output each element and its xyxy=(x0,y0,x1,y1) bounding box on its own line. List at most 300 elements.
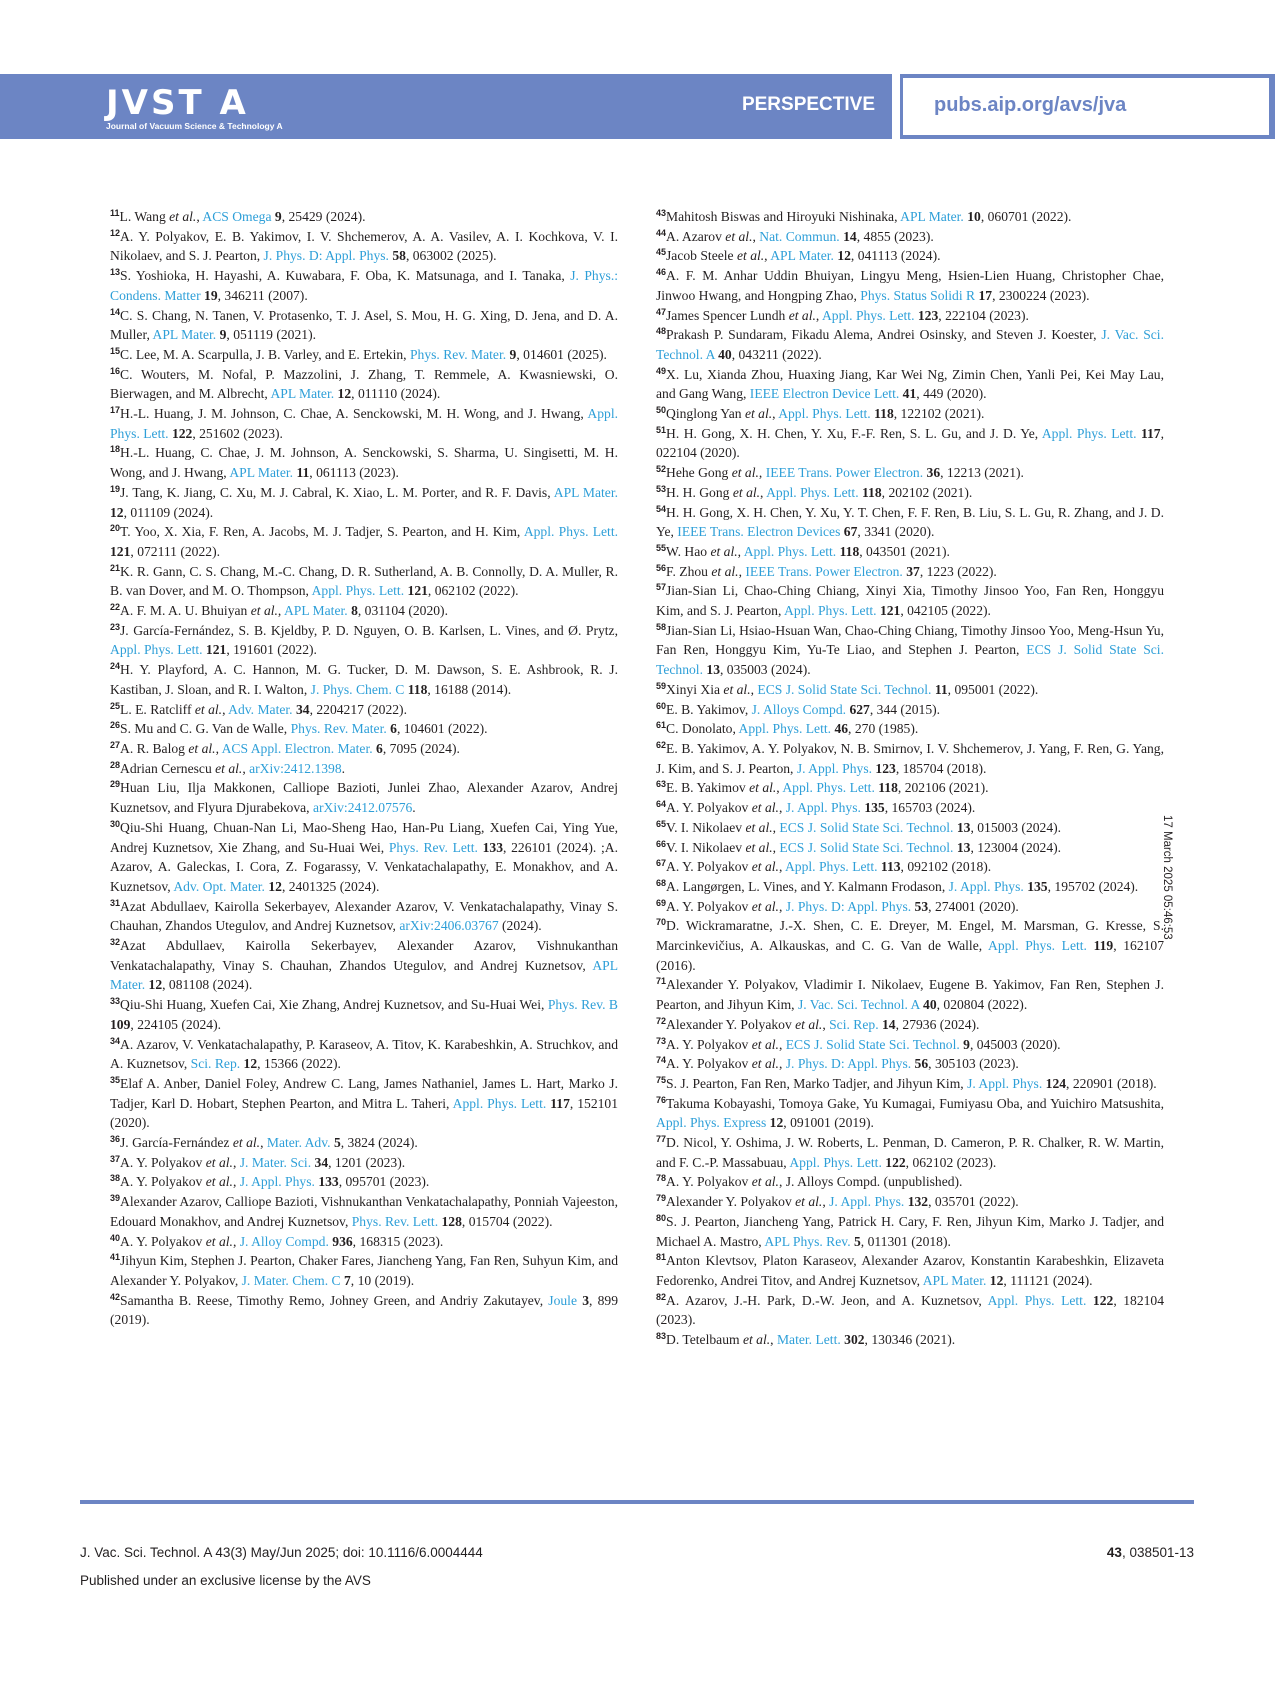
volume-number: 3 xyxy=(582,1292,589,1308)
reference-number: 57 xyxy=(656,582,667,593)
reference-number: 65 xyxy=(656,818,667,829)
reference-text: , xyxy=(277,603,284,619)
et-al: et al. xyxy=(788,307,816,323)
journal-link[interactable]: Phys. Rev. Mater. xyxy=(409,346,507,362)
reference-number: 50 xyxy=(656,405,667,416)
volume-number: 6 xyxy=(376,740,383,756)
reference-text: , 305103 (2023). xyxy=(928,1056,1019,1072)
volume-number: 53 xyxy=(914,898,929,914)
reference-text: A. F. M. A. U. Bhuiyan xyxy=(120,603,251,619)
journal-link[interactable]: Mater. Adv. xyxy=(266,1135,331,1151)
journal-link[interactable]: Phys. Rev. Lett. xyxy=(388,839,478,855)
journal-link[interactable]: J. Mater. Sci. xyxy=(239,1154,312,1170)
journal-link[interactable]: Phys. Status Solidi R xyxy=(860,287,976,303)
volume-number: 121 xyxy=(205,642,227,658)
volume-number: 12 xyxy=(769,1115,784,1131)
volume-number: 123 xyxy=(875,760,896,776)
reference-text: , 224105 (2024). xyxy=(130,1016,222,1032)
reference-text: , 122102 (2021). xyxy=(893,406,985,422)
reference-text: , 015704 (2022). xyxy=(461,1213,553,1229)
journal-link[interactable]: APL Mater. xyxy=(770,248,834,264)
reference-number: 62 xyxy=(656,739,667,750)
journal-link[interactable]: J. Appl. Phys. xyxy=(239,1174,315,1190)
journal-link[interactable]: J. Vac. Sci. Technol. A xyxy=(656,327,1164,362)
reference-text: , xyxy=(750,681,758,697)
journal-link[interactable]: Appl. Phys. Lett. xyxy=(821,307,915,323)
journal-link[interactable]: J. Phys.: Condens. Matter xyxy=(110,268,618,303)
reference-number: 23 xyxy=(110,621,121,632)
journal-link[interactable]: APL Mater. xyxy=(110,957,618,993)
journal-link[interactable]: APL Phys. Rev. xyxy=(764,1233,851,1249)
volume-number: 12 xyxy=(337,386,352,402)
reference-text: , 043211 (2022). xyxy=(731,346,822,362)
reference-number: 74 xyxy=(656,1055,667,1066)
journal-link[interactable]: Appl. Phys. Lett. xyxy=(110,642,203,658)
reference-39 xyxy=(110,1192,618,1231)
reference-text: , 3824 (2024). xyxy=(340,1135,418,1151)
reference-number: 51 xyxy=(656,424,667,435)
journal-link[interactable]: Sci. Rep. xyxy=(829,1016,879,1032)
reference-text: A. Azarov, V. Venkatachalapathy, P. Karaseov, A. Titov, K. Karabeshkin, A. Struchkov, and A. Kuznetsov, xyxy=(110,1036,618,1072)
volume-number: 13 xyxy=(956,839,971,855)
journal-link[interactable]: ACS Appl. Electron. Mater. xyxy=(221,740,373,756)
reference-number: 15 xyxy=(110,345,121,356)
volume-number: 132 xyxy=(907,1194,929,1210)
reference-number: 72 xyxy=(656,1015,667,1026)
section-label: PERSPECTIVE xyxy=(741,94,875,115)
volume-number: 40 xyxy=(923,997,937,1013)
volume-number: 34 xyxy=(295,701,310,717)
reference-number: 13 xyxy=(110,267,121,278)
reference-text: , xyxy=(232,1174,240,1190)
journal-link[interactable]: APL Mater. xyxy=(900,209,964,224)
reference-text: Prakash P. Sundaram, Fikadu Alema, Andrei Osinsky, and Steven J. Koester, xyxy=(666,327,1102,343)
reference-number: 77 xyxy=(656,1134,667,1145)
reference-37 xyxy=(110,1153,618,1173)
journal-link[interactable]: IEEE Trans. Power Electron. xyxy=(765,465,924,481)
journal-link[interactable]: IEEE Electron Device Lett. xyxy=(749,386,900,402)
reference-25 xyxy=(110,700,618,720)
reference-text: S. Yoshioka, H. Hayashi, A. Kuwabara, F. Oba, K. Matsunaga, and I. Tanaka, xyxy=(120,268,571,284)
reference-27 xyxy=(110,739,618,759)
reference-58 xyxy=(656,621,1164,680)
et-al: et al. xyxy=(205,1154,233,1170)
reference-number: 47 xyxy=(656,306,667,317)
reference-text: , 4855 (2023). xyxy=(856,228,934,244)
volume-number: 122 xyxy=(885,1154,906,1170)
reference-number: 82 xyxy=(656,1291,667,1302)
journal-link[interactable]: Phys. Rev. Mater. xyxy=(290,721,387,737)
reference-text: L. Wang xyxy=(119,209,170,224)
reference-11 xyxy=(110,207,618,227)
reference-text: , xyxy=(232,1154,240,1170)
journal-link[interactable]: Appl. Phys. Lett. xyxy=(766,484,859,500)
volume-number: 5 xyxy=(333,1135,341,1151)
reference-number: 70 xyxy=(656,917,667,928)
reference-55 xyxy=(656,542,1164,562)
journal-link[interactable]: arXiv:2412.07576 xyxy=(312,800,413,816)
journal-link[interactable]: Appl. Phys. Lett. xyxy=(782,780,875,796)
reference-text: , 182104 (2023). xyxy=(656,1292,1165,1328)
reference-text: , 072111 (2022). xyxy=(130,543,220,559)
reference-text: . xyxy=(412,800,416,816)
volume-number: 118 xyxy=(407,681,428,697)
journal-link[interactable]: APL Mater. xyxy=(152,327,217,343)
journal-link[interactable]: Appl. Phys. Lett. xyxy=(784,859,878,875)
reference-text: Qiu-Shi Huang, Chuan-Nan Li, Mao-Sheng Hao, Han-Pu Liang, Xuefen Cai, Ying Yue, Andrej Kuznetsov, Xie Zhang, and Su-Huai Wei, xyxy=(110,819,618,855)
reference-text: , 011110 (2024). xyxy=(351,386,441,402)
journal-link[interactable]: Sci. Rep. xyxy=(190,1056,241,1072)
reference-text: , J. Alloys Compd. (unpublished). xyxy=(778,1174,963,1190)
reference-text: L. E. Ratcliff xyxy=(120,701,195,717)
reference-text: , 15366 (2022). xyxy=(257,1056,341,1072)
reference-text: , 104601 (2022). xyxy=(396,721,488,737)
journal-link[interactable]: J. Alloys Compd. xyxy=(751,701,847,717)
reference-text: , 043501 (2021). xyxy=(859,543,950,559)
journal-link[interactable]: APL Mater. xyxy=(229,465,294,481)
et-al: et al. xyxy=(745,839,773,855)
reference-text: D. Wickramaratne, J.-X. Shen, C. E. Dreyer, M. Engel, M. Marsman, G. Kresse, S. Marcinkevičius, A. Alkauskas, and C. G. Van de Walle, xyxy=(656,918,1164,954)
reference-83 xyxy=(656,1330,1164,1350)
reference-text: J. García-Fernández xyxy=(120,1135,233,1151)
reference-number: 31 xyxy=(110,897,121,908)
journal-link[interactable]: Appl. Phys. Lett. xyxy=(778,406,871,422)
reference-number: 61 xyxy=(656,720,667,731)
reference-text: J. Tang, K. Jiang, C. Xu, M. J. Cabral, K. Xiao, L. M. Porter, and R. F. Davis, xyxy=(120,484,554,500)
journal-link[interactable]: Appl. Phys. Lett. xyxy=(988,938,1087,954)
reference-text: , xyxy=(737,543,744,559)
reference-80 xyxy=(656,1212,1164,1251)
volume-number: 627 xyxy=(849,701,870,717)
journal-link[interactable]: J. Appl. Phys. xyxy=(948,878,1024,894)
reference-text: Qinglong Yan xyxy=(666,406,745,422)
reference-22 xyxy=(110,601,618,621)
journal-link[interactable]: IEEE Trans. Power Electron. xyxy=(745,563,903,579)
volume-number: 135 xyxy=(864,800,885,816)
reference-text: Xinyi Xia xyxy=(666,681,724,697)
reference-text: , 7095 (2024). xyxy=(382,740,460,756)
reference-text: Jian-Sian Li, Chao-Ching Chiang, Xinyi Xia, Timothy Jinsoo Yoo, Fan Ren, Honggyu Kim, and S. J. Pearton, xyxy=(656,583,1164,619)
reference-32 xyxy=(110,936,618,995)
reference-number: 33 xyxy=(110,996,121,1007)
journal-link[interactable]: arXiv:2412.1398 xyxy=(249,760,342,776)
journal-link[interactable]: ECS J. Solid State Sci. Technol. xyxy=(779,839,954,855)
journal-link[interactable]: J. Phys. D: Appl. Phys. xyxy=(785,1056,912,1072)
reference-34 xyxy=(110,1035,618,1074)
et-al: et al. xyxy=(744,406,773,422)
journal-link[interactable]: Appl. Phys. Lett. xyxy=(784,603,877,619)
journal-link[interactable]: APL Mater. xyxy=(922,1272,987,1288)
reference-text: A. Langørgen, L. Vines, and Y. Kalmann Frodason, xyxy=(666,878,949,894)
reference-text: , xyxy=(822,1194,830,1210)
reference-text: , 062102 (2022). xyxy=(427,583,519,599)
journal-link[interactable]: ECS J. Solid State Sci. Technol. xyxy=(656,642,1164,678)
reference-text: Jacob Steele xyxy=(666,248,737,264)
volume-number: 34 xyxy=(314,1154,329,1170)
reference-number: 11 xyxy=(110,208,120,218)
journal-link[interactable]: Appl. Phys. Lett. xyxy=(110,406,618,441)
volume-number: 9 xyxy=(274,209,282,224)
journal-link[interactable]: Appl. Phys. Lett. xyxy=(452,1095,547,1111)
journal-link[interactable]: ECS J. Solid State Sci. Technol. xyxy=(779,819,954,835)
reference-text: , xyxy=(772,819,780,835)
reference-number: 38 xyxy=(110,1173,121,1184)
volume-number: 118 xyxy=(878,780,898,796)
reference-text: , xyxy=(772,839,780,855)
journal-link[interactable]: J. Appl. Phys. xyxy=(785,800,861,816)
reference-number: 37 xyxy=(110,1153,121,1164)
reference-19 xyxy=(110,483,618,522)
journal-link[interactable]: Appl. Phys. Express xyxy=(656,1115,767,1131)
journal-logo: JVST A xyxy=(106,83,249,123)
reference-text: , xyxy=(778,898,786,914)
reference-text: , 274001 (2020). xyxy=(928,898,1019,914)
reference-text: , 095701 (2023). xyxy=(338,1174,430,1190)
et-al: et al. xyxy=(736,248,765,264)
reference-42 xyxy=(110,1291,618,1330)
journal-link[interactable]: Appl. Phys. Lett. xyxy=(311,583,405,599)
journal-link[interactable]: Appl. Phys. Lett. xyxy=(523,524,619,540)
reference-text: , 020804 (2022). xyxy=(936,997,1028,1013)
reference-text: A. Y. Polyakov xyxy=(666,859,752,875)
journal-link[interactable]: Appl. Phys. Lett. xyxy=(743,543,837,559)
reference-48 xyxy=(656,325,1164,364)
reference-number: 32 xyxy=(110,937,121,948)
reference-69 xyxy=(656,897,1164,917)
reference-45 xyxy=(656,246,1164,266)
volume-number: 123 xyxy=(917,307,939,323)
reference-text: A. Azarov xyxy=(666,228,726,244)
reference-text: A. Y. Polyakov xyxy=(666,800,752,816)
journal-link[interactable]: Nat. Commun. xyxy=(759,228,840,244)
reference-29 xyxy=(110,778,618,817)
volume-number: 122 xyxy=(171,425,193,441)
journal-link[interactable]: Appl. Phys. Lett. xyxy=(1041,425,1137,441)
reference-number: 17 xyxy=(110,405,121,416)
reference-41 xyxy=(110,1251,618,1290)
reference-number: 54 xyxy=(656,503,667,514)
reference-text: Alexander Azarov, Calliope Bazioti, Vishnukanthan Venkatachalapathy, Ponniah Vajeeston, Edouard Monakhov, and Andrej Kuznetsov, xyxy=(110,1194,618,1229)
reference-text: , xyxy=(776,780,783,796)
volume-number: 124 xyxy=(1045,1075,1067,1091)
journal-link[interactable]: ECS J. Solid State Sci. Technol. xyxy=(785,1036,960,1052)
journal-link[interactable]: J. Appl. Phys. xyxy=(829,1194,905,1210)
reference-number: 80 xyxy=(656,1212,667,1223)
journal-link[interactable]: J. Appl. Phys. xyxy=(796,760,873,776)
reference-78 xyxy=(656,1172,1164,1192)
reference-text: , 1201 (2023). xyxy=(328,1154,406,1170)
reference-number: 48 xyxy=(656,326,667,337)
references-left-column xyxy=(110,207,618,1330)
reference-number: 30 xyxy=(110,818,121,829)
reference-text: , 162107 (2016). xyxy=(656,938,1165,973)
reference-text: Jian-Sian Li, Hsiao-Hsuan Wan, Chao-Ching Chiang, Timothy Jinsoo Yoo, Meng-Hsun Yu, Fan Ren, Honggyu Kim, Yu-Te Liao, and Stephen J. Pearton, xyxy=(656,622,1164,658)
journal-link[interactable]: Phys. Rev. B xyxy=(547,997,619,1013)
journal-link[interactable]: J. Alloy Compd. xyxy=(239,1233,329,1249)
reference-81 xyxy=(656,1251,1164,1290)
et-al: et al. xyxy=(751,859,779,875)
journal-link[interactable]: Mater. Lett. xyxy=(776,1332,841,1348)
volume-number: 7 xyxy=(343,1272,351,1288)
reference-number: 56 xyxy=(656,562,667,573)
reference-number: 39 xyxy=(110,1193,121,1204)
journal-link[interactable]: J. Phys. Chem. C xyxy=(310,681,405,697)
reference-51 xyxy=(656,424,1164,463)
reference-number: 75 xyxy=(656,1074,667,1085)
et-al: et al. xyxy=(731,465,759,481)
volume-number: 40 xyxy=(718,346,732,362)
reference-number: 21 xyxy=(110,562,121,573)
journal-link[interactable]: arXiv:2406.03767 xyxy=(399,918,499,934)
volume-number: 10 xyxy=(967,209,981,224)
reference-text: , 226101 (2024). ;A. Azarov, A. Galeckas, I. Cora, Z. Fogarassy, V. Venkatachalapathy, E. Monakhov, and A. Kuznetsov, xyxy=(110,839,618,894)
volume-number: 13 xyxy=(706,662,720,678)
reference-text: James Spencer Lundh xyxy=(666,307,789,323)
reference-number: 16 xyxy=(110,365,121,376)
volume-number: 936 xyxy=(332,1233,353,1249)
reference-text: , 16188 (2014). xyxy=(427,681,512,697)
journal-link[interactable]: ACS Omega xyxy=(202,209,272,224)
et-al: et al. xyxy=(725,228,753,244)
et-al: et al. xyxy=(795,1194,823,1210)
volume-number: 12 xyxy=(268,878,282,894)
reference-text: A. Y. Polyakov xyxy=(120,1154,206,1170)
reference-number: 53 xyxy=(656,483,667,494)
reference-52 xyxy=(656,463,1164,483)
reference-text: , xyxy=(815,307,822,323)
reference-40 xyxy=(110,1232,618,1252)
volume-number: 56 xyxy=(914,1056,929,1072)
journal-link[interactable]: Adv. Opt. Mater. xyxy=(173,878,265,894)
reference-20 xyxy=(110,522,618,561)
volume-number: 9 xyxy=(219,327,227,343)
reference-text: , 042105 (2022). xyxy=(900,603,991,619)
et-al: et al. xyxy=(710,543,738,559)
reference-number: 14 xyxy=(110,306,121,317)
reference-text: , 081108 (2024). xyxy=(162,977,253,993)
reference-text: H. H. Gong, X. H. Chen, Y. Xu, F.-F. Ren, S. L. Gu, and J. D. Ye, xyxy=(666,425,1042,441)
reference-text: , 10 (2019). xyxy=(350,1272,415,1288)
reference-text: A. Y. Polyakov xyxy=(666,898,752,914)
reference-text: H. H. Gong xyxy=(666,484,733,500)
reference-number: 34 xyxy=(110,1035,121,1046)
journal-link[interactable]: IEEE Trans. Electron Devices xyxy=(677,524,841,540)
volume-number: 6 xyxy=(390,721,397,737)
reference-23 xyxy=(110,621,618,660)
reference-number: 55 xyxy=(656,542,667,553)
reference-text: , xyxy=(215,740,222,756)
journal-url-link[interactable]: pubs.aip.org/avs/jva xyxy=(934,94,1127,116)
reference-number: 44 xyxy=(656,227,667,238)
reference-text: Jihyun Kim, Stephen J. Pearton, Chaker Fares, Jiancheng Yang, Fan Ren, Suhyun Kim, and Alexander Y. Polyakov, xyxy=(110,1253,618,1288)
journal-link[interactable]: Appl. Phys. Lett. xyxy=(789,1154,882,1170)
reference-text: V. I. Nikolaev xyxy=(666,819,746,835)
reference-text: Alexander Y. Polyakov xyxy=(666,1194,796,1210)
reference-text: , 202102 (2021). xyxy=(881,484,973,500)
reference-number: 25 xyxy=(110,700,121,711)
reference-number: 69 xyxy=(656,897,667,908)
reference-number: 35 xyxy=(110,1074,121,1085)
reference-text: Anton Klevtsov, Platon Karaseov, Alexander Azarov, Konstantin Karabeshkin, Elizaveta Fedorenko, Andrei Titov, and Andrej Kuznetsov, xyxy=(656,1253,1164,1288)
reference-text: , 899 (2019). xyxy=(110,1292,618,1328)
reference-31 xyxy=(110,897,618,936)
reference-text: , xyxy=(232,1233,240,1249)
volume-number: 58 xyxy=(392,248,406,264)
reference-text: , 031104 (2020). xyxy=(357,603,448,619)
reference-text: , 25429 (2024). xyxy=(281,209,366,224)
reference-text: S. Mu and C. G. Van de Walle, xyxy=(120,721,291,737)
journal-link[interactable]: ECS J. Solid State Sci. Technol. xyxy=(757,681,932,697)
reference-24 xyxy=(110,660,618,699)
reference-text: , 061113 (2023). xyxy=(309,465,399,481)
journal-link[interactable]: Phys. Rev. Lett. xyxy=(351,1213,439,1229)
journal-link[interactable]: APL Mater. xyxy=(270,386,335,402)
et-al: et al. xyxy=(188,740,216,756)
volume-number: 122 xyxy=(1092,1292,1114,1308)
reference-26 xyxy=(110,719,618,739)
reference-number: 71 xyxy=(656,976,667,987)
journal-link[interactable]: J. Phys. D: Appl. Phys. xyxy=(263,248,389,264)
reference-number: 22 xyxy=(110,602,121,613)
journal-link[interactable]: Appl. Phys. Lett. xyxy=(987,1292,1087,1308)
reference-text: Takuma Kobayashi, Tomoya Gake, Yu Kumagai, Fumiyasu Oba, and Yuichiro Matsushita, xyxy=(666,1095,1164,1111)
page-number xyxy=(1107,1545,1194,1560)
reference-text: , xyxy=(758,465,766,481)
reference-text: H. H. Gong, X. H. Chen, Y. Xu, Y. T. Chen, F. F. Ren, B. Liu, S. L. Gu, R. Zhang, and J. D. Ye, xyxy=(656,504,1164,540)
volume-number: 121 xyxy=(879,603,901,619)
reference-text: Azat Abdullaev, Kairolla Sekerbayev, Alexander Azarov, Vishnukanthan Venkatachalapathy, Vinay S. Chauhan, Zhandos Utegulov, and Andrej Kuznetsov, xyxy=(110,938,618,973)
journal-link[interactable]: J. Phys. D: Appl. Phys. xyxy=(785,898,912,914)
reference-text: , 152101 (2020). xyxy=(110,1095,619,1131)
journal-link[interactable]: J. Vac. Sci. Technol. A xyxy=(797,997,920,1013)
journal-link[interactable]: APL Mater. xyxy=(283,603,348,619)
journal-link[interactable]: J. Mater. Chem. C xyxy=(241,1272,341,1288)
reference-text: Elaf A. Anber, Daniel Foley, Andrew C. Lang, James Nathaniel, James L. Hart, Marko J. Tadjer, Karl D. Hobart, Stephen Pearton, and Mitra L. Taheri, xyxy=(110,1075,618,1111)
journal-full-name: Journal of Vacuum Science & Technology A xyxy=(106,121,283,131)
volume-number: 5 xyxy=(854,1233,861,1249)
journal-link[interactable]: J. Appl. Phys. xyxy=(967,1075,1043,1091)
volume-number: 12 xyxy=(148,977,163,993)
reference-text: Azat Abdullaev, Kairolla Sekerbayev, Alexander Azarov, V. Venkatachalapathy, Vinay S. Chauhan, Zhandos Utegulov, and Andrej Kuznetsov, xyxy=(110,898,618,934)
reference-text: S. J. Pearton, Jiancheng Yang, Patrick H. Cary, F. Ren, Jihyun Kim, Marko J. Tadjer, and Michael A. Mastro, xyxy=(656,1213,1164,1249)
reference-number: 67 xyxy=(656,858,667,869)
reference-text: H. Y. Playford, A. C. Hannon, M. G. Tucker, D. M. Dawson, S. E. Ashbrook, R. J. Kastiban, J. Sloan, and R. I. Walton, xyxy=(110,662,618,697)
reference-text: , xyxy=(778,800,786,816)
reference-47 xyxy=(656,306,1164,326)
reference-number: 45 xyxy=(656,247,667,258)
reference-text: , xyxy=(822,1016,830,1032)
reference-18 xyxy=(110,443,618,482)
reference-text: , xyxy=(242,760,250,776)
volume-number: 133 xyxy=(318,1174,339,1190)
reference-text: , xyxy=(222,701,229,717)
reference-21 xyxy=(110,562,618,601)
journal-link[interactable]: Appl. Phys. Lett. xyxy=(738,721,832,737)
volume-number: 36 xyxy=(926,465,941,481)
reference-text: E. B. Yakimov xyxy=(666,780,750,796)
reference-17 xyxy=(110,404,618,443)
journal-link[interactable]: Adv. Mater. xyxy=(228,701,293,717)
volume-number: 113 xyxy=(880,859,901,875)
journal-link[interactable]: APL Mater. xyxy=(553,484,618,500)
reference-text: A. F. M. Anhar Uddin Bhuiyan, Lingyu Meng, Hsien-Lien Huang, Christopher Chae, Jinwoo Hwang, and Hongping Zhao, xyxy=(656,268,1164,303)
reference-text: , 344 (2015). xyxy=(869,701,941,717)
reference-number: 40 xyxy=(110,1232,121,1243)
header-divider xyxy=(892,74,900,139)
journal-link[interactable]: Joule xyxy=(548,1292,577,1308)
reference-text: Mahitosh Biswas and Hiroyuki Nishinaka, xyxy=(666,209,901,224)
reference-53 xyxy=(656,483,1164,503)
